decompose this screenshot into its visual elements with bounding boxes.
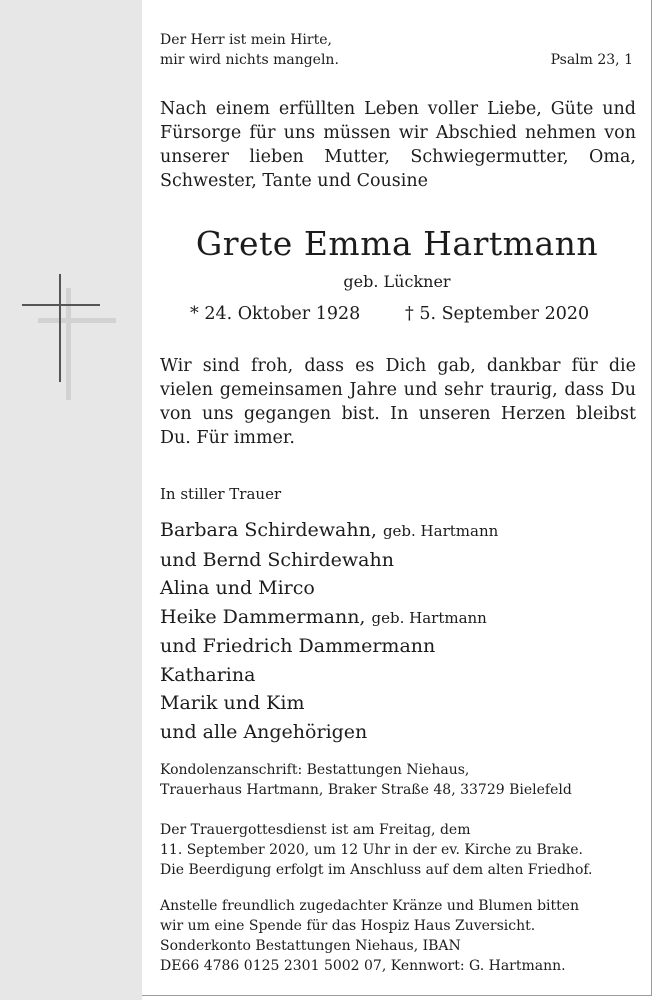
list-item	[160, 546, 498, 575]
service-line: Die Beerdigung erfolgt im Anschluss auf dem alten Friedhof.	[160, 862, 593, 878]
list-item	[160, 718, 498, 747]
list-item	[160, 603, 498, 633]
condolence-address	[160, 760, 572, 800]
death-date: † 5. September 2020	[405, 304, 590, 324]
mourners-list	[160, 516, 498, 746]
mourner-note: geb. Hartmann	[382, 522, 499, 540]
mourner-name: Marik und Kim	[160, 692, 305, 714]
verse-line: mir wird nichts mangeln.	[160, 52, 339, 68]
mourner-note: geb. Hartmann	[371, 608, 487, 627]
donation-line: Sonderkonto Bestattungen Niehaus, IBAN	[160, 938, 461, 954]
address-line: Kondolenzanschrift: Bestattungen Niehaus,	[160, 762, 470, 778]
donation-info	[160, 896, 579, 976]
service-info	[160, 820, 593, 880]
mourner-name: und alle Angehörigen	[160, 720, 368, 743]
donation-line: wir um eine Spende für das Hospiz Haus Zuversicht.	[160, 918, 536, 934]
verse-source: Psalm 23, 1	[550, 52, 633, 68]
list-item	[160, 661, 498, 690]
service-line: Der Trauergottesdienst ist am Freitag, dem	[160, 822, 471, 838]
grey-sidebar	[0, 0, 142, 1000]
bible-verse	[160, 30, 339, 70]
cross-icon	[20, 268, 120, 408]
list-item	[160, 516, 498, 546]
list-item	[160, 574, 498, 603]
address-line: Trauerhaus Hartmann, Braker Straße 48, 33729 Bielefeld	[160, 782, 572, 798]
service-line: 11. September 2020, um 12 Uhr in der ev. Kirche zu Brake.	[160, 842, 584, 858]
donation-line: Anstelle freundlich zugedachter Kränze und Blumen bitten	[160, 898, 580, 914]
mourner-name: Alina und Mirco	[160, 577, 315, 599]
donation-line: DE66 4786 0125 2301 5002 07, Kennwort: G. Hartmann.	[160, 958, 566, 974]
birth-name: geb. Lückner	[343, 272, 451, 291]
mourner-name: und Friedrich Dammermann	[160, 635, 436, 657]
mourner-name: Katharina	[160, 663, 256, 686]
mourner-name: Heike Dammermann,	[160, 605, 366, 628]
birth-date: * 24. Oktober 1928	[190, 304, 361, 324]
list-item	[160, 689, 498, 718]
mourner-name: und Bernd Schirdewahn	[160, 548, 394, 571]
intro-text: Nach einem erfüllten Leben voller Liebe, Güte und Fürsorge für uns müssen wir Abschied nehmen von unserer lieben Mutter, Schwiegermutter, Oma, Schwester, Tante und Cousine	[160, 99, 636, 191]
farewell-text: Wir sind froh, dass es Dich gab, dankbar für die vielen gemeinsamen Jahre und sehr traurig, dass Du von uns gegangen bist. In unseren Herzen bleibst Du. Für immer.	[160, 356, 636, 448]
mourning-label: In stiller Trauer	[160, 485, 282, 503]
mourner-name: Barbara Schirdewahn,	[160, 519, 377, 541]
verse-line: Der Herr ist mein Hirte,	[160, 32, 332, 48]
list-item	[160, 632, 498, 661]
deceased-name: Grete Emma Hartmann	[195, 224, 599, 263]
